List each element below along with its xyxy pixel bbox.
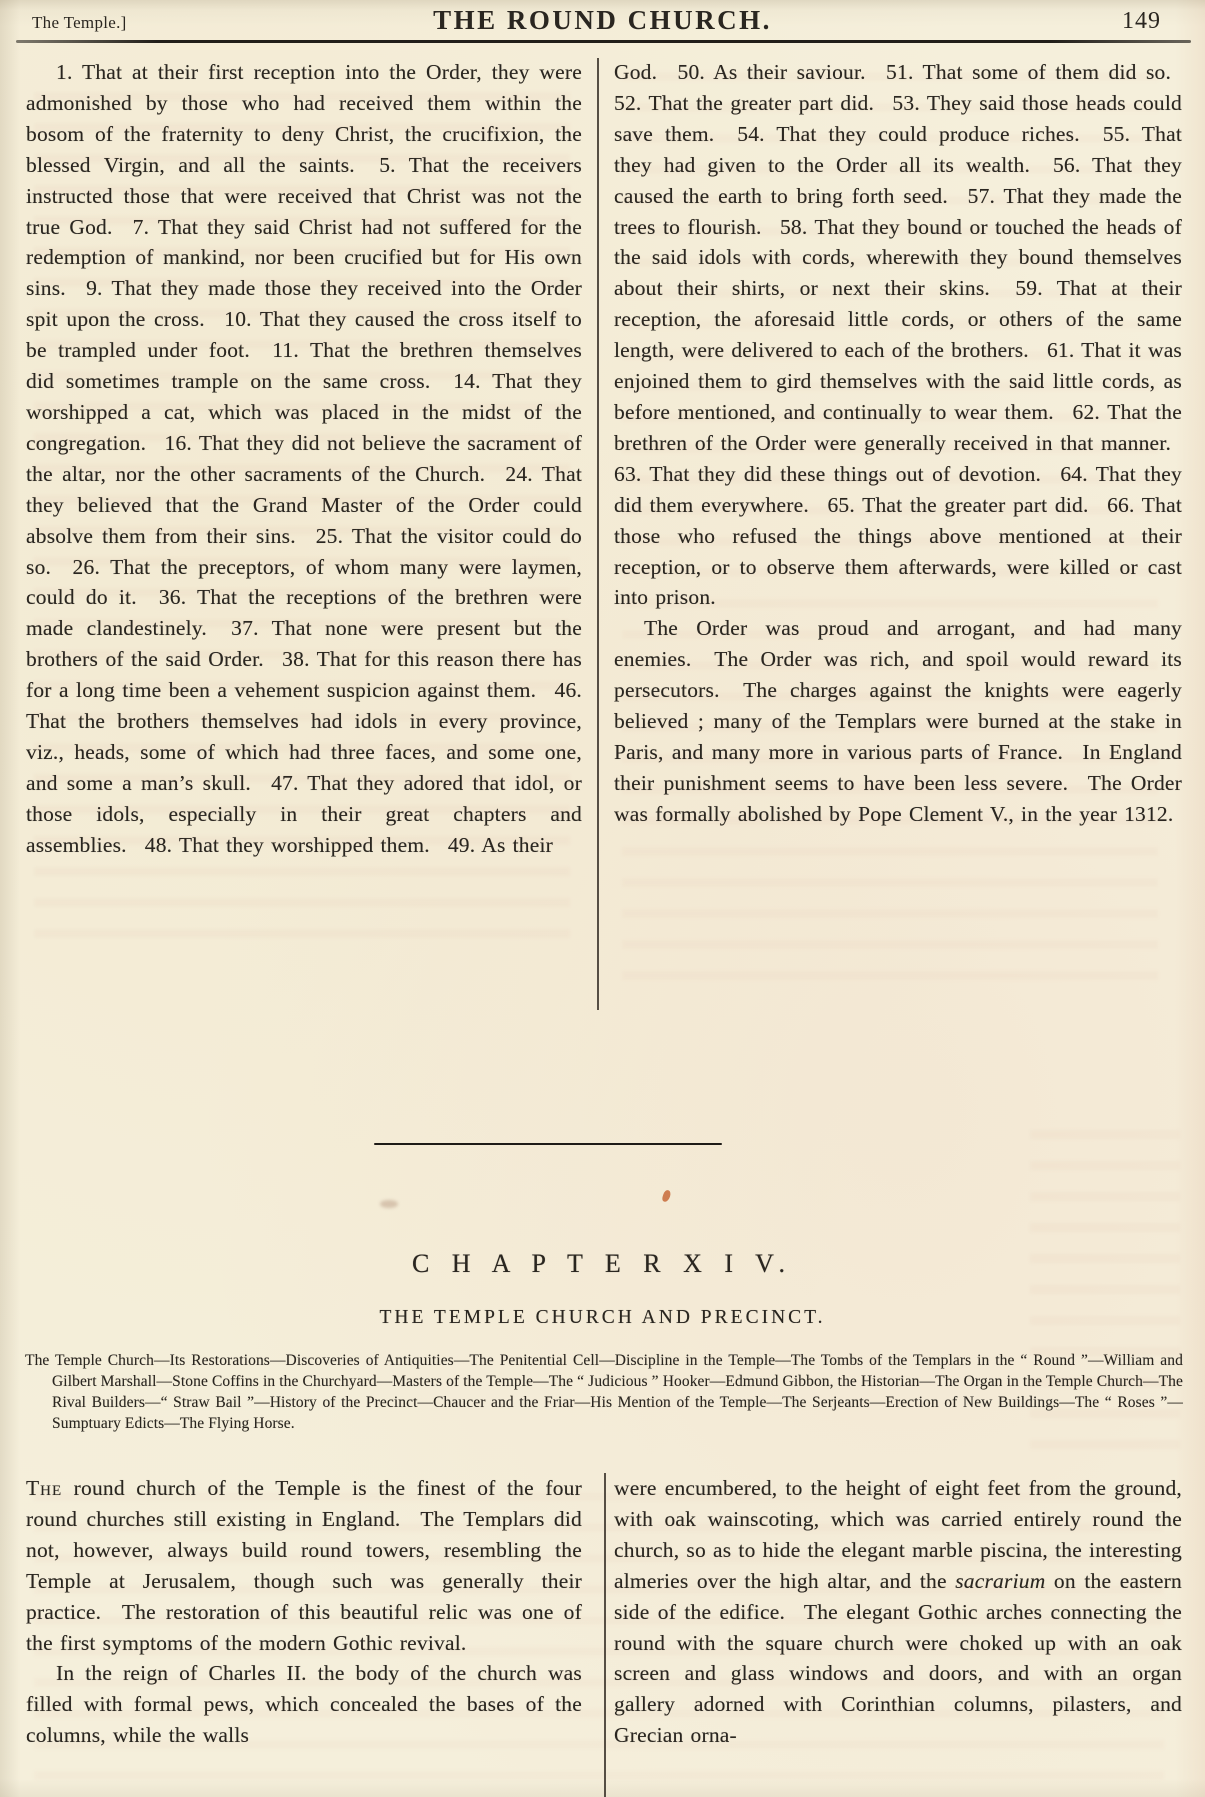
paragraph-charges-1: 1. That at their first reception into the Order, they were admonished by those who had received them within the bosom of the fraternity to deny Christ, the crucifixion, the blessed Virgin, and all the saints. 5. That the receivers instructed those that were received that Christ was not the true God. 7. That they said Christ had not suffered for the redemption of mankind, nor been crucified but for His own sins. 9. That they made those they received into the Order spit upon the cross. 10. That they caused the cross itself to be trampled under foot. 11. That the brethren themselves did sometimes trample on the same cross. 14. That they worshipped a cat, which was placed in the midst of the congregation. 16. That they did not believe the sacrament of the altar, nor the other sacraments of the Church. 24. That they believed that the Grand Master of the Order could absolve them from their sins. 25. That the visitor could do so. 26. That the preceptors, of whom many were laymen, could do it. 36. That the receptions of the brethren were made clandestinely. 37. That none were present but the brothers of the said Order. 38. That for this reason there has for a long time been a vehement suspicion against them. 46. That the brothers themselves had idols in every province, viz., heads, some of which had three faces, and some one, and some a man’s skull. 47. That they adored that idol, or those idols, especially in their great chapters and assemblies. 48. That they worshipped them. 49. As their bbox=[26, 60, 582, 857]
chapter-synopsis: The Temple Church—Its Restorations—Discoveries of Antiquities—The Penitential Cell—Discipline in the Temple—The Tombs of the Templars in the “ Round ”—William and Gilbert Marshall—Stone Coffins in the Churchyard—Masters of the Temple—The “ Judicious ” Hooker—Edmund Gibbon, the Historian—The Organ in the Temple Church—The Rival Builders—“ Straw Bail ”—History of the Precinct—Chaucer and the Friar—His Mention of the Temple—The Serjeants—Erection of New Buildings—The “ Roses ”—Sumptuary Edicts—The Flying Horse. bbox=[25, 1352, 1183, 1432]
paragraph-round-church-text: round church of the Temple is the finest of the four round churches still existing in England. The Templars did not, however, always build round towers, resembling the Temple at Jerusalem, though such was generally their practice. The restoration of this beautiful relic was one of the first symptoms of the modern Gothic revival. bbox=[26, 1476, 582, 1655]
paragraph-wainscoting-a: were encumbered, to the height of eight feet from the ground, with oak wainscoting, which was carried entirely round the church, so as to hide the elegant marble piscina, the interesting almeries over the high altar, and the bbox=[614, 1476, 1182, 1593]
lead-small-caps: The bbox=[26, 1476, 63, 1500]
bottom-text-section bbox=[0, 1473, 1205, 1797]
paragraph-round-church bbox=[26, 1473, 582, 1658]
right-column bbox=[614, 57, 1182, 830]
left-column-bottom bbox=[26, 1473, 582, 1751]
page-number: 149 bbox=[1122, 8, 1161, 34]
running-header-left: The Temple.] bbox=[32, 13, 127, 32]
chapter-separator-rule bbox=[374, 1143, 722, 1145]
right-column-bottom bbox=[614, 1473, 1182, 1751]
paragraph-charges-2: God. 50. As their saviour. 51. That some of them did so. 52. That the greater part did. 53. They said those heads could save them. 54. That they could produce riches. 55. That they had given to the Order all its wealth. 56. That they caused the earth to bring forth seed. 57. That they made the trees to flourish. 58. That they bound or touched the heads of the said idols with cords, wherewith they bound themselves about their shirts, or next their skins. 59. That at their reception, the aforesaid little cords, or others of the same length, were delivered to each of the brothers. 61. That it was enjoined them to gird themselves with the said little cords, as before mentioned, and continually to wear them. 62. That the brethren of the Order were generally received in that manner. 63. That they did these things out of devotion. 64. That they did them everywhere. 65. That the greater part did. 66. That those who refused the things above mentioned at their reception, or to observe them afterwards, were killed or cast into prison. bbox=[614, 60, 1182, 610]
column-divider-rule bbox=[604, 1473, 606, 1797]
paragraph-order-fate: The Order was proud and arrogant, and had many enemies. The Order was rich, and spoil would reward its persecutors. The charges against the knights were eagerly believed ; many of the Templars were burned at the stake in Paris, and many more in various parts of France. In England their punishment seems to have been less severe. The Order was formally abolished by Pope Clement V., in the year 1312. bbox=[614, 616, 1182, 826]
chapter-title: C H A P T E R X I V. bbox=[411, 1249, 794, 1278]
italic-sacrarium: sacrarium bbox=[955, 1568, 1046, 1593]
paragraph-charles-ii: In the reign of Charles II. the body of the church was filled with formal pews, which concealed the bases of the columns, while the walls bbox=[26, 1661, 582, 1748]
header-rule bbox=[16, 40, 1191, 43]
paragraph-wainscoting-b: on the eastern side of the edifice. The elegant Gothic arches connecting the round with the square church were choked up with an oak screen and glass windows and doors, and with an organ gallery adorned with Corinthian columns, pilasters, and Grecian orna- bbox=[614, 1568, 1182, 1748]
chapter-subtitle: THE TEMPLE CHURCH AND PRECINCT. bbox=[379, 1307, 826, 1328]
left-column bbox=[26, 57, 582, 861]
running-header-title: THE ROUND CHURCH. bbox=[433, 5, 772, 35]
paragraph-wainscoting bbox=[614, 1473, 1182, 1751]
column-divider-rule bbox=[597, 58, 599, 1010]
